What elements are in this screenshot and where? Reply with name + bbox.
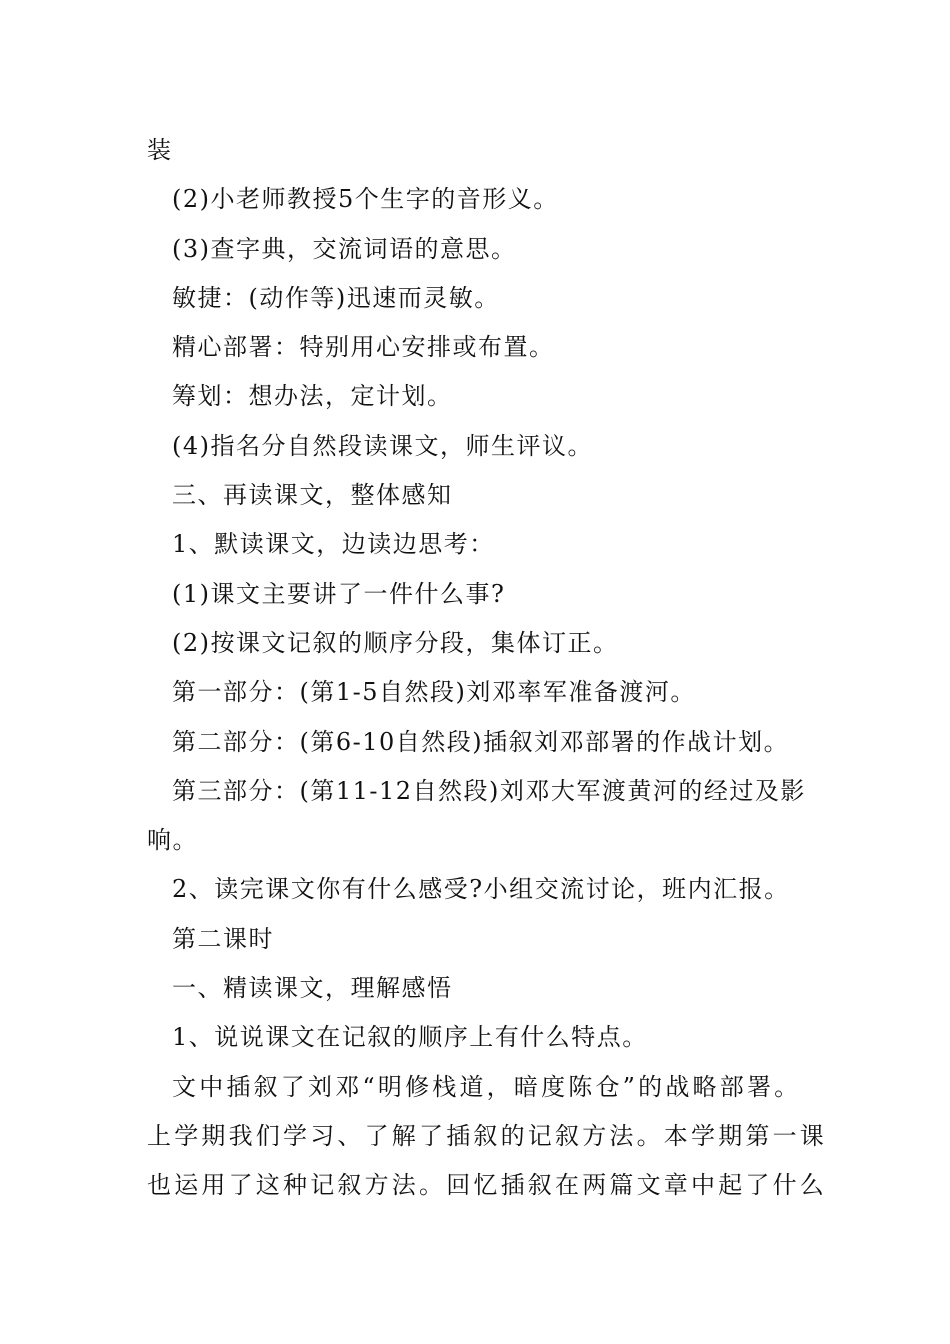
text-line: 筹划：想办法，定计划。	[172, 382, 453, 411]
text-line: 响。	[147, 826, 198, 855]
section-heading: 一、精读课文，理解感悟	[172, 974, 453, 1003]
text-line: (4)指名分自然段读课文，师生评议。	[172, 431, 593, 460]
text-line: (1)课文主要讲了一件什么事?	[172, 579, 506, 608]
text-line: 1、默读课文，边读边思考：	[172, 530, 495, 559]
text-line: (2)小老师教授5个生字的音形义。	[172, 185, 559, 214]
text-line: 第一部分：(第1-5自然段)刘邓率军准备渡河。	[172, 678, 696, 707]
section-heading: 第二课时	[172, 924, 274, 953]
text-line: 文中插叙了刘邓“明修栈道，暗度陈仓”的战略部署。	[172, 1072, 802, 1101]
text-line: 敏捷：(动作等)迅速而灵敏。	[172, 283, 500, 312]
text-line: 上学期我们学习、了解了插叙的记叙方法。本学期第一课	[147, 1121, 827, 1150]
text-line: 精心部署：特别用心安排或布置。	[172, 333, 555, 362]
document-body	[147, 126, 827, 1211]
text-line: (3)查字典，交流词语的意思。	[172, 234, 517, 263]
text-line: 1、说说课文在记叙的顺序上有什么特点。	[172, 1023, 648, 1052]
text-line: 2、读完课文你有什么感受?小组交流讨论，班内汇报。	[172, 875, 790, 904]
text-line: 第三部分：(第11-12自然段)刘邓大军渡黄河的经过及影	[172, 776, 806, 805]
text-line: (2)按课文记叙的顺序分段，集体订正。	[172, 628, 619, 657]
text-line: 第二部分：(第6-10自然段)插叙刘邓部署的作战计划。	[172, 727, 790, 756]
text-line: 装	[147, 136, 173, 164]
text-line: 也运用了这种记叙方法。回忆插叙在两篇文章中起了什么	[147, 1171, 827, 1200]
section-heading: 三、再读课文，整体感知	[172, 481, 453, 510]
